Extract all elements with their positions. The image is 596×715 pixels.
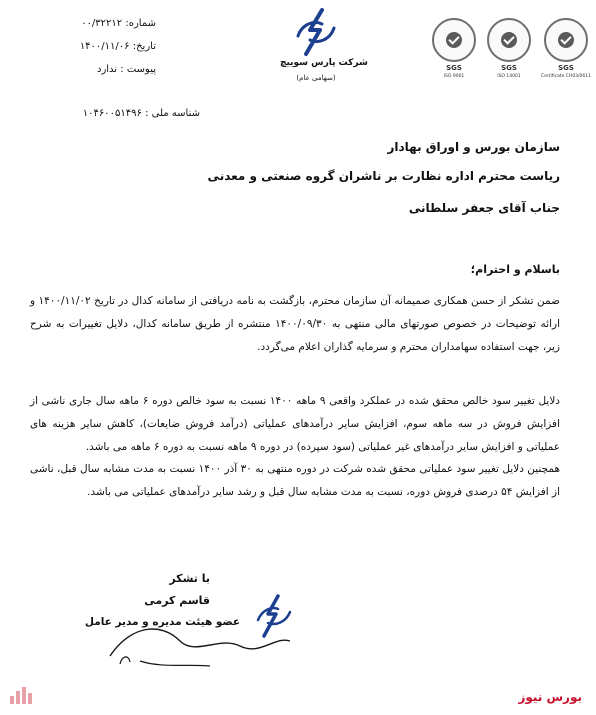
national-id-value: ۱۰۴۶۰۰۵۱۴۹۶: [82, 108, 142, 119]
recipient-person: جناب آقای جعفر سلطانی: [408, 201, 560, 215]
body-paragraph-3: همچنین دلایل تغییر سود عملیاتی محقق شده شرکت در دوره منتهی به ۳۰ آذر ۱۴۰۰ نسبت به مدت مشابه سال قبل، ناشی از افزایش ۵۴ درصدی فروش دوره، نسبت به مدت مشابه سال قبل و رشد سایر درآمدهای عملیاتی می باشد.: [30, 463, 560, 498]
company-logo: [280, 8, 368, 92]
certificate-seal-2: [485, 14, 533, 84]
certificate-number: ISO 9001: [443, 74, 465, 79]
certificate-seal-icon: [544, 18, 588, 62]
letter-number: [60, 18, 156, 29]
certificate-seal-icon: [487, 18, 531, 62]
letter-attachment: [60, 64, 156, 75]
certificate-number: Certificate CH03/0611: [540, 74, 592, 79]
national-id-label: شناسه ملی :: [145, 108, 200, 119]
closing-thanks: با تشکر: [169, 572, 210, 585]
footer-brand: بورس نیوز: [518, 690, 582, 704]
signatory-name: قاسم کرمی: [144, 594, 210, 607]
certificate-number: ISO 14001: [497, 74, 521, 79]
certificate-label: SGS: [446, 64, 462, 72]
brand-logo-icon: [8, 684, 38, 706]
company-name: شرکت پارس سوییچ: [280, 58, 368, 68]
company-type: (سهامی عام): [296, 74, 336, 82]
body-paragraph-1: ضمن تشکر از حسن همکاری صمیمانه آن سازمان محترم، بازگشت به نامه دریافتی از سامانه کدال در تاریخ ۱۴۰۰/۱۱/۰۲ و ارائه توضیحات در خصوص صورتهای مالی منتهی به ۱۴۰۰/۰۹/۳۰ منتشره از طریق سامانه کدال، دلایل تغییرات به شرح زیر، جهت استفاده سهامداران محترم و سرمایه گذاران اعلام می‌گردد.: [30, 295, 560, 353]
letter-number-value: ۰۰/۳۲۲۱۲: [81, 18, 123, 29]
recipient-department: ریاست محترم اداره نظارت بر ناشران گروه صنعتی و معدنی: [207, 169, 560, 183]
signatory-title: عضو هیئت مدیره و مدیر عامل: [84, 616, 240, 628]
handwritten-signature: [100, 606, 300, 676]
letter-date-value: ۱۴۰۰/۱۱/۰۶: [79, 41, 130, 52]
letter-date-label: تاریخ:: [132, 41, 156, 52]
letter-attachment-label: پیوست :: [120, 64, 156, 75]
letter-date: [60, 41, 156, 52]
company-logo-icon: [286, 8, 346, 56]
body-paragraph-2: دلایل تغییر سود خالص محقق شده در عملکرد واقعی ۹ ماهه ۱۴۰۰ نسبت به سود خالص دوره ۶ ماهه سال جاری ناشی از افزایش فروش در سه ماهه سوم، افزایش سایر درآمدهای عملیاتی (درآمد فروش ضایعات)، کاهش سایر هزینه های عملیاتی و افزایش سایر درآمدهای غیر عملیاتی (سود سپرده) در دوره ۹ ماهه نسبت به دوره ۶ ماهه می باشد.: [30, 395, 560, 453]
letter-number-label: شماره:: [125, 18, 156, 29]
letter-attachment-value: ندارد: [97, 64, 118, 75]
greeting: باسلام و احترام؛: [470, 263, 560, 276]
national-id: [60, 108, 200, 119]
certificate-label: SGS: [558, 64, 574, 72]
certificate-seal-1: [430, 14, 478, 84]
certificate-seal-3: [540, 14, 592, 84]
certificate-label: SGS: [501, 64, 517, 72]
certificate-seal-icon: [432, 18, 476, 62]
recipient-organization: سازمان بورس و اوراق بهادار: [387, 140, 560, 154]
footer-watermark-logo: [8, 684, 38, 706]
